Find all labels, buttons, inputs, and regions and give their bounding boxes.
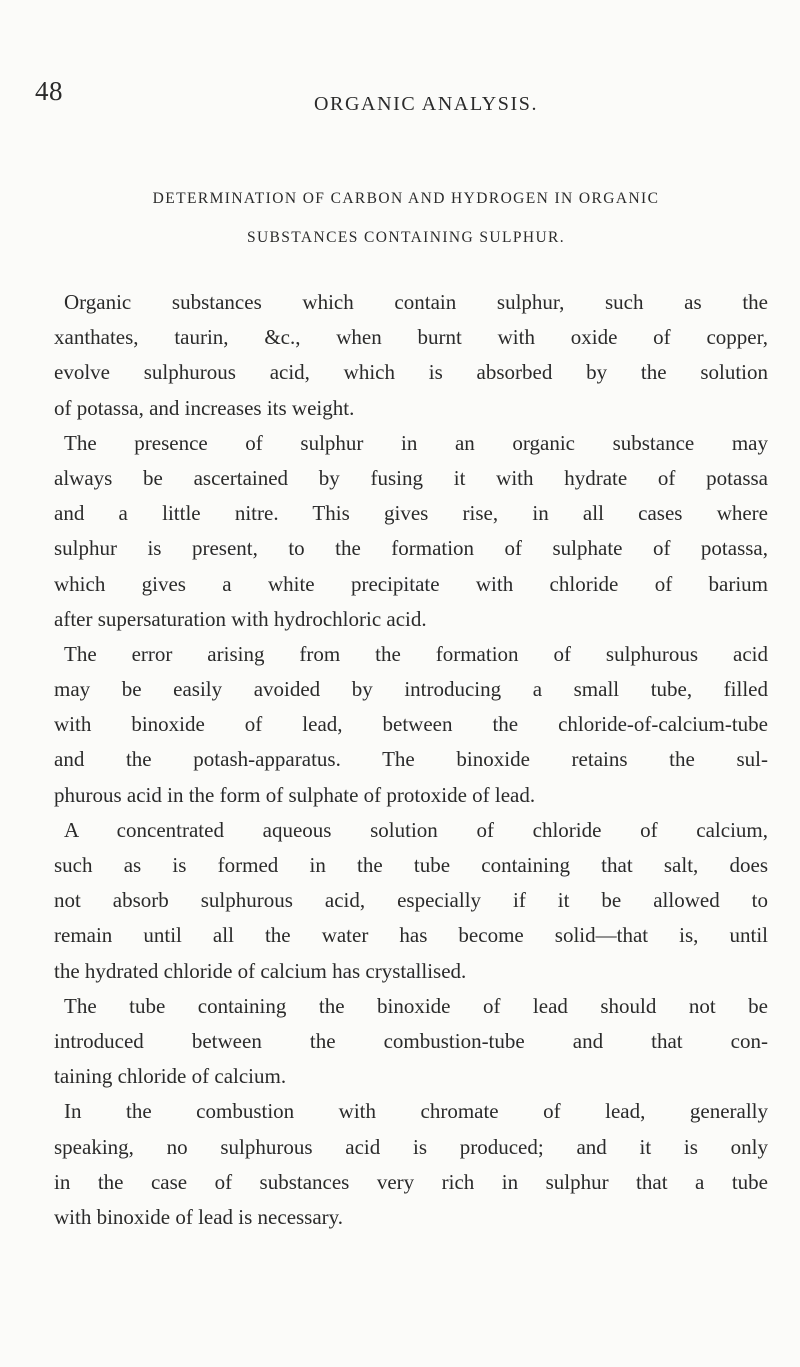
- text-line: of potassa, and increases its weight.: [54, 395, 355, 420]
- text-line: remain until all the water has become solid—that is, until: [54, 923, 768, 948]
- text-line: with binoxide of lead is necessary.: [54, 1204, 344, 1229]
- text-line: The error arising from the formation of sulphurous acid: [64, 641, 768, 666]
- text-line: evolve sulphurous acid, which is absorbed by the solution: [54, 360, 768, 385]
- section-heading-line-2: SUBSTANCES CONTAINING SULPHUR.: [246, 229, 566, 246]
- text-line: The presence of sulphur in an organic substance may: [64, 430, 768, 455]
- text-line: phurous acid in the form of sulphate of protoxide of lead.: [54, 782, 536, 807]
- text-line: which gives a white precipitate with chloride of barium: [54, 571, 768, 596]
- text-line: may be easily avoided by introducing a small tube, filled: [54, 677, 768, 702]
- text-line: A concentrated aqueous solution of chloride of calcium,: [64, 817, 768, 842]
- text-line: in the case of substances very rich in sulphur that a tube: [54, 1169, 768, 1194]
- text-line: after supersaturation with hydrochloric acid.: [54, 606, 427, 631]
- section-heading-line-1: DETERMINATION OF CARBON AND HYDROGEN IN ORGANIC: [152, 190, 660, 207]
- text-line: such as is formed in the tube containing that salt, does: [54, 853, 768, 877]
- text-line: xanthates, taurin, &c., when burnt with oxide of copper,: [54, 325, 768, 350]
- body-text: [54, 285, 768, 1235]
- text-line: sulphur is present, to the formation of sulphate of potassa,: [54, 536, 768, 561]
- text-line: speaking, no sulphurous acid is produced; and it is only: [54, 1134, 768, 1159]
- text-line: Organic substances which contain sulphur, such as the: [64, 290, 768, 314]
- text-line: taining chloride of calcium.: [54, 1064, 287, 1089]
- text-line: introduced between the combustion-tube and that con-: [54, 1028, 768, 1053]
- text-line: and the potash-apparatus. The binoxide retains the sul-: [54, 747, 768, 772]
- text-line: In the combustion with chromate of lead, generally: [64, 1099, 768, 1124]
- text-line: and a little nitre. This gives rise, in all cases where: [54, 501, 768, 526]
- text-line: not absorb sulphurous acid, especially if it be allowed to: [54, 888, 768, 913]
- text-line: The tube containing the binoxide of lead should not be: [64, 993, 768, 1018]
- running-head-title: ORGANIC ANALYSIS.: [314, 93, 539, 115]
- page-number: 48: [35, 76, 63, 106]
- text-line: always be ascertained by fusing it with hydrate of potassa: [54, 465, 768, 490]
- text-line: the hydrated chloride of calcium has crystallised.: [54, 958, 467, 983]
- text-line: with binoxide of lead, between the chloride-of-calcium-tube: [54, 712, 768, 737]
